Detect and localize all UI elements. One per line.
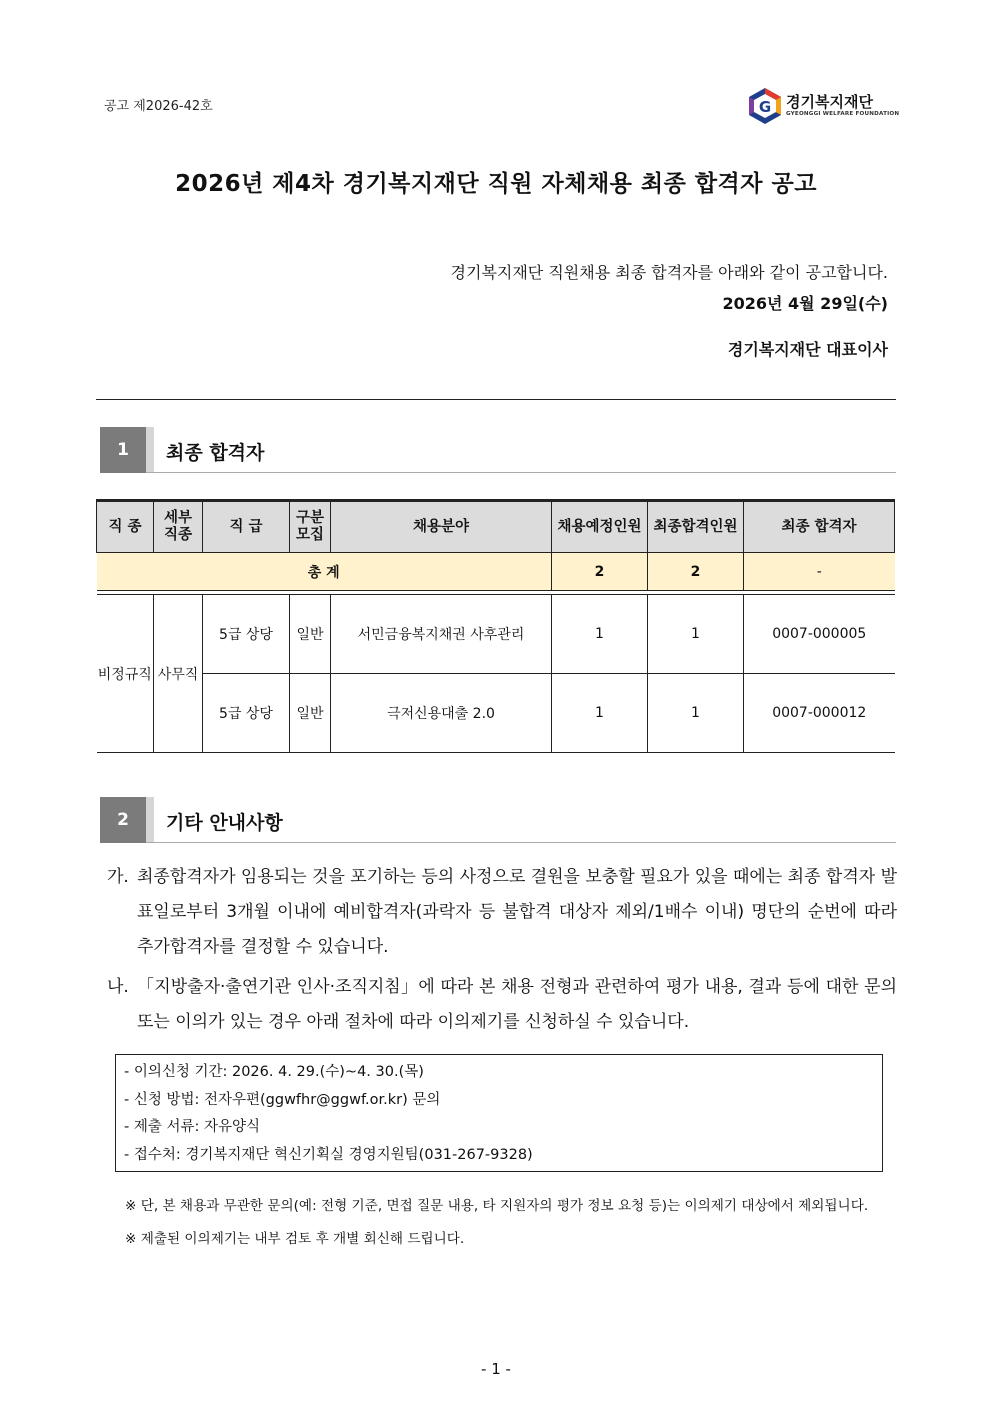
section-title: 기타 안내사항 (166, 812, 283, 834)
final-count-cell: 1 (648, 595, 744, 674)
header-final-count: 최종합격인원 (648, 501, 744, 553)
foundation-logo (748, 87, 898, 129)
passer-cell: 0007-000005 (744, 595, 895, 674)
passer-cell: 0007-000012 (744, 674, 895, 753)
header-job-type: 직 종 (97, 501, 154, 553)
objection-contact: - 접수처: 경기복지재단 혁신기획실 경영지원팀(031-267-9328) (124, 1146, 533, 1163)
job-type-cell: 비정규직 (97, 595, 154, 753)
planned-cell: 1 (552, 595, 648, 674)
objection-period: - 이의신청 기간: 2026. 4. 29.(수)~4. 30.(목) (124, 1064, 424, 1080)
total-row (97, 553, 895, 591)
section-underline (146, 472, 896, 473)
page-number: - 1 - (481, 1360, 511, 1378)
objection-documents: - 제출 서류: 자유양식 (124, 1119, 261, 1135)
total-final-passers: - (744, 553, 895, 591)
section-heading-1 (100, 427, 896, 473)
section-heading-2 (100, 797, 896, 843)
final-passers-table (96, 499, 895, 753)
notice-item-ga (107, 860, 897, 965)
field-cell: 서민금융복지채권 사후관리 (331, 595, 552, 674)
section-number: 1 (100, 427, 154, 473)
section-number: 2 (100, 797, 154, 843)
item-label: 가. (107, 867, 129, 887)
notice-item-na (107, 970, 897, 1040)
total-planned: 2 (552, 553, 648, 591)
header-category: 구분 모집 (290, 501, 331, 553)
header-grade: 직 급 (203, 501, 290, 553)
item-label: 나. (107, 977, 129, 997)
logo-name-ko: 경기복지재단 (786, 93, 873, 111)
planned-cell: 1 (552, 674, 648, 753)
header-field: 채용분야 (331, 501, 552, 553)
total-final-count: 2 (648, 553, 744, 591)
header-planned: 채용예정인원 (552, 501, 648, 553)
section-underline (146, 842, 896, 843)
logo-name-en: GYEONGGI WELFARE FOUNDATION (786, 111, 900, 117)
category-cell: 일반 (290, 595, 331, 674)
objection-procedure-box (115, 1054, 883, 1172)
table-row (97, 595, 895, 674)
table-header-row (97, 501, 895, 553)
item-text: 「지방출자·출연기관 인사·조직지침」에 따라 본 채용 전형과 관련하여 평가 내용, 결과 등에 대한 문의 또는 이의가 있는 경우 아래 절차에 따라 이의제기를 신청하실 수 있습니다. (137, 977, 897, 1032)
header-sub-type: 세부 직종 (154, 501, 203, 553)
table-row (97, 674, 895, 753)
note-reply: ※ 제출된 이의제기는 내부 검토 후 개별 회신해 드립니다. (125, 1231, 465, 1247)
category-cell: 일반 (290, 674, 331, 753)
header-final-passers: 최종 합격자 (744, 501, 895, 553)
notice-number: 공고 제2026-42호 (104, 99, 213, 114)
divider (96, 399, 896, 400)
note-exclusion: ※ 단, 본 채용과 무관한 문의(예: 전형 기준, 면접 질문 내용, 타 지원자의 평가 정보 요청 등)는 이의제기 대상에서 제외됩니다. (125, 1198, 869, 1214)
grade-cell: 5급 상당 (203, 674, 290, 753)
intro-text: 경기복지재단 직원채용 최종 합격자를 아래와 같이 공고합니다. (450, 263, 888, 282)
final-count-cell: 1 (648, 674, 744, 753)
objection-method: - 신청 방법: 전자우편(ggwfhr@ggwf.or.kr) 문의 (124, 1091, 441, 1108)
total-label: 총 계 (97, 553, 552, 591)
item-text: 최종합격자가 임용되는 것을 포기하는 등의 사정으로 결원을 보충할 필요가 있을 때에는 최종 합격자 발표일로부터 3개월 이내에 예비합격자(과락자 등 불합격 대상자 제외/1배수 이내) 명단의 순번에 따라 추가합격자를 결정할 수 있습니다. (137, 867, 897, 957)
section-title: 최종 합격자 (166, 442, 265, 464)
svg-text:G: G (758, 98, 772, 116)
field-cell: 극저신용대출 2.0 (331, 674, 552, 753)
page-title: 2026년 제4차 경기복지재단 직원 자체채용 최종 합격자 공고 (175, 171, 817, 197)
announcement-date: 2026년 4월 29일(수) (722, 294, 888, 313)
sub-type-cell: 사무직 (154, 595, 203, 753)
grade-cell: 5급 상당 (203, 595, 290, 674)
logo-hexagon-icon (748, 87, 782, 125)
signer: 경기복지재단 대표이사 (727, 340, 888, 359)
